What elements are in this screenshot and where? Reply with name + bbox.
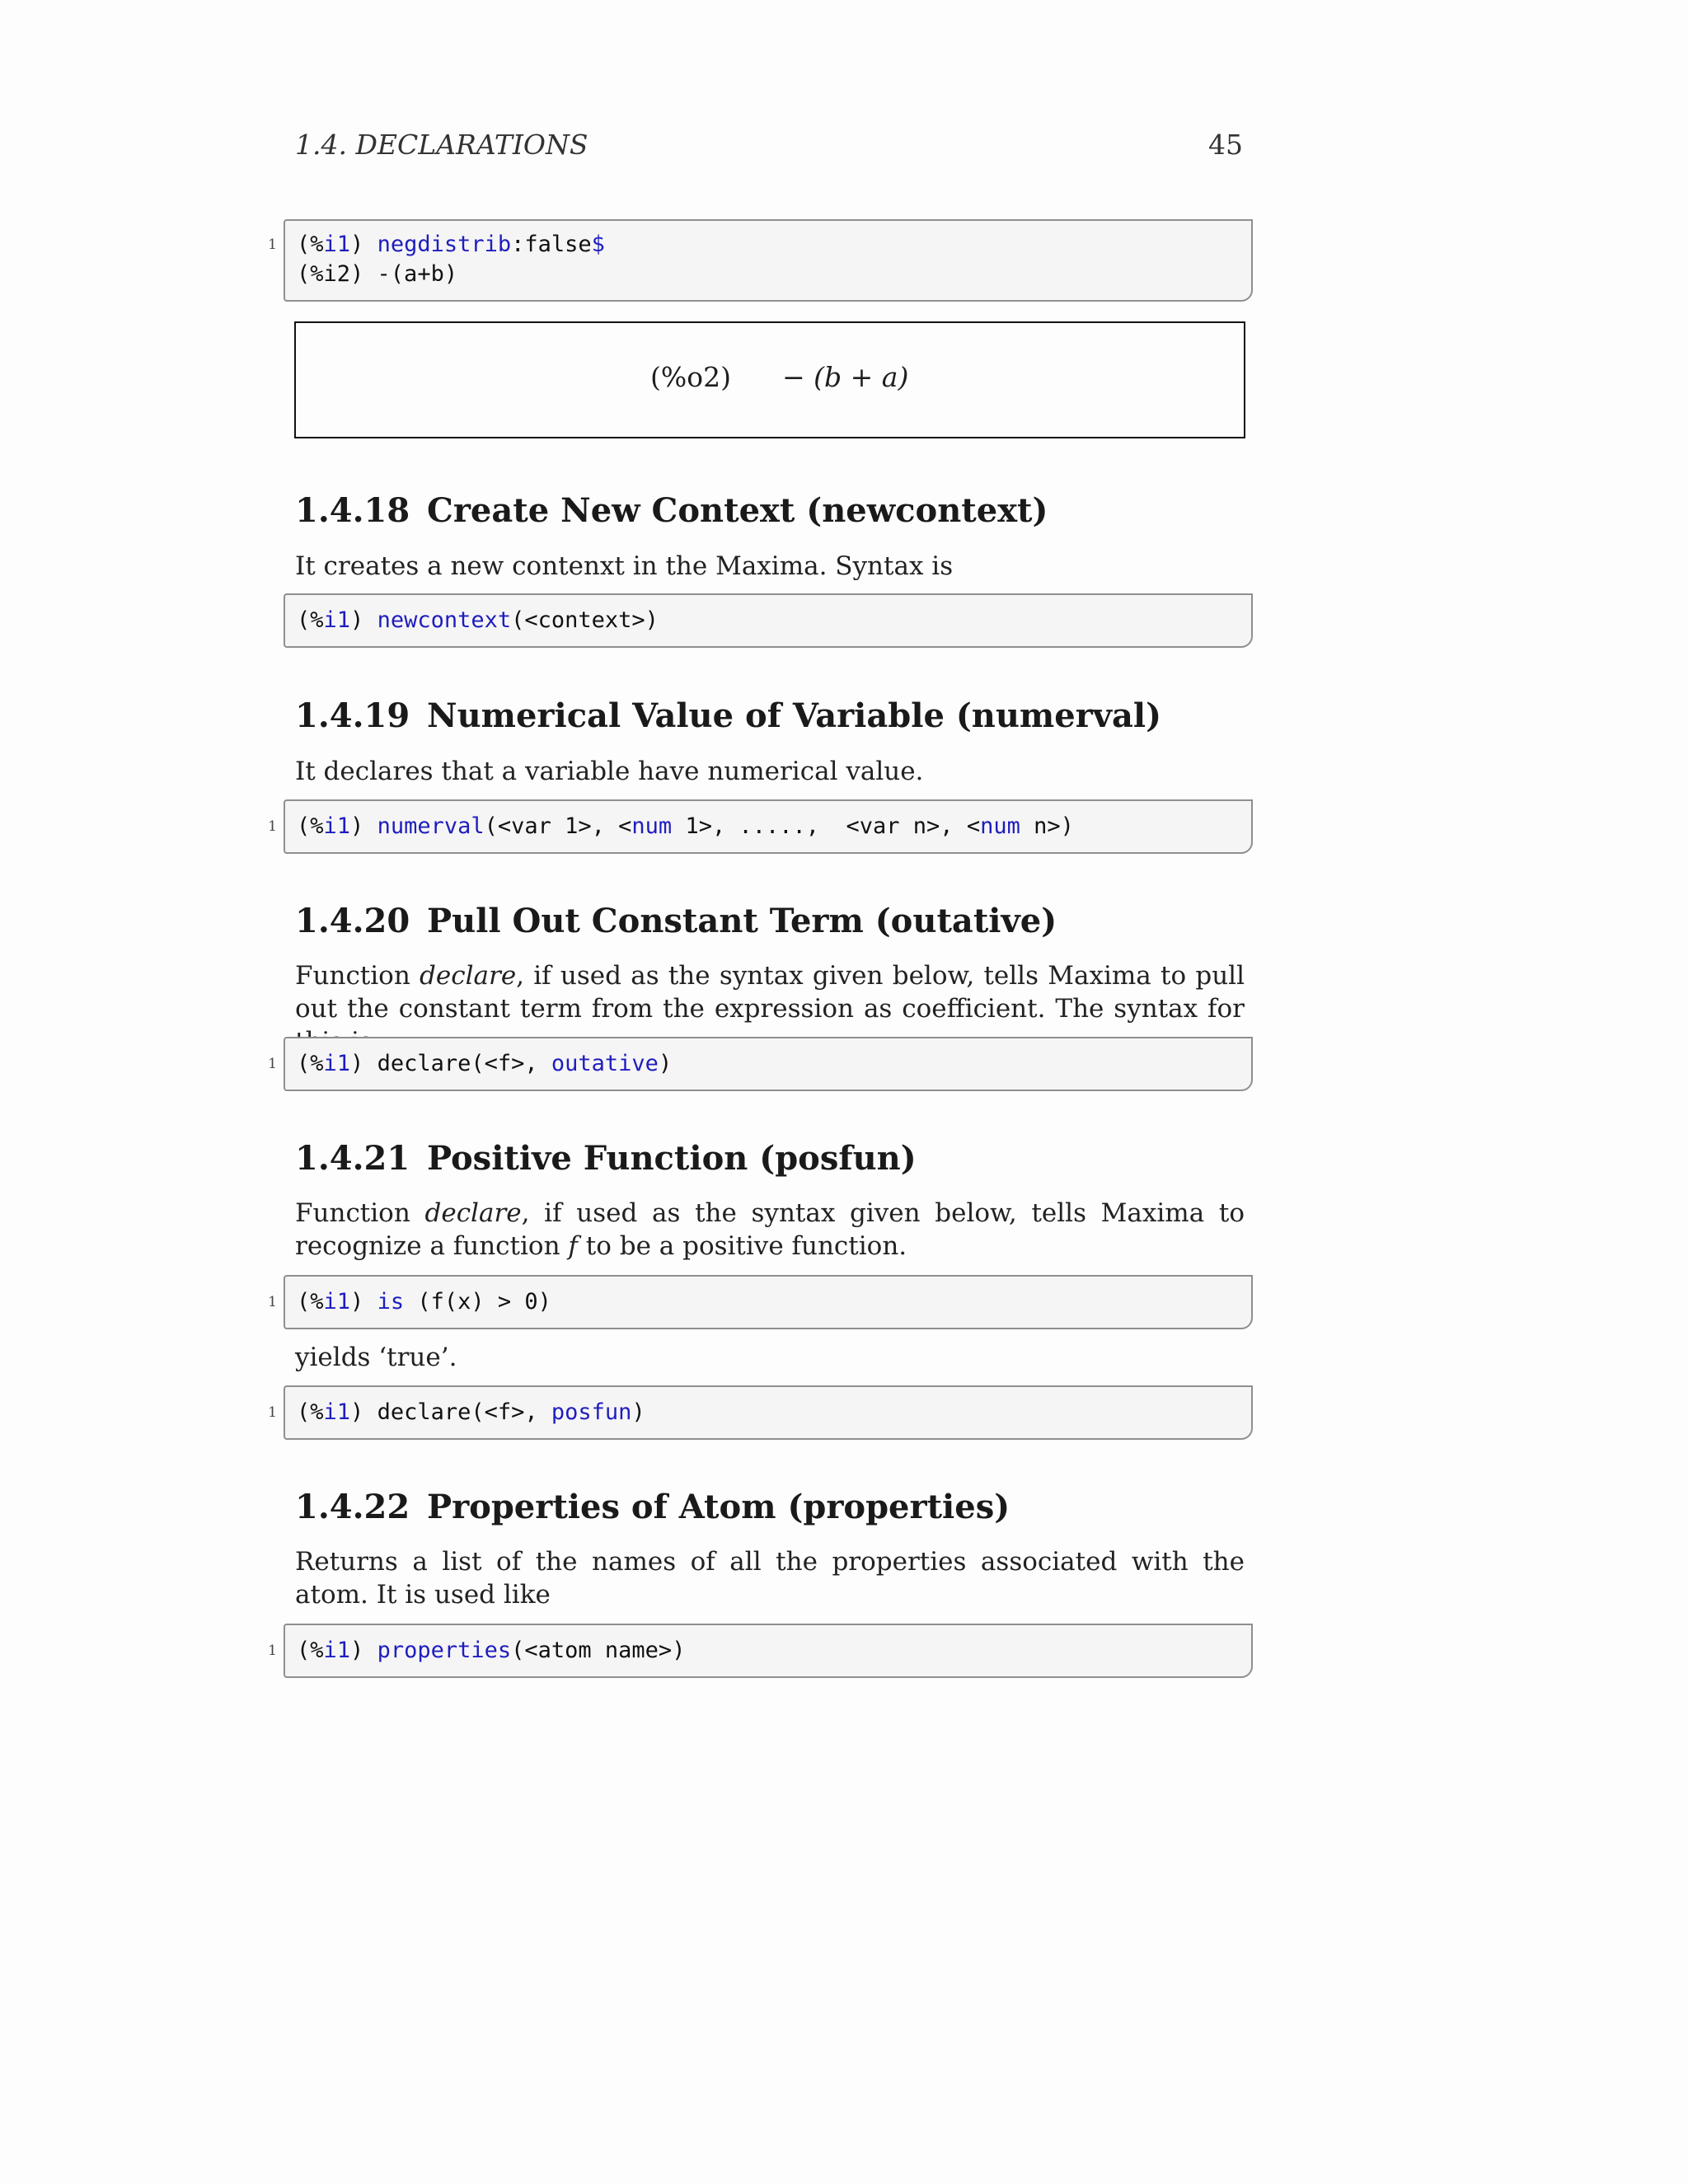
keyword: num — [980, 813, 1020, 839]
emphasis: declare — [424, 1198, 522, 1228]
prompt-close: ) — [350, 1638, 364, 1663]
prompt-close: ) — [350, 607, 364, 633]
code-block-newcontext — [284, 593, 1253, 648]
prompt: (% — [297, 1051, 324, 1076]
prompt-index: i1 — [323, 232, 351, 257]
section-number: 1.4.21 — [295, 1139, 410, 1178]
emphasis: declare — [420, 961, 517, 991]
keyword: posfun — [551, 1399, 632, 1425]
section-heading-1-4-21 — [295, 1139, 917, 1178]
code-block-outative — [268, 1037, 1253, 1091]
prompt-index: i1 — [323, 1051, 351, 1076]
prompt: (% — [297, 232, 324, 257]
emphasis: f — [568, 1231, 578, 1261]
terminator: $ — [591, 232, 605, 257]
code-text: (<atom name>) — [511, 1638, 686, 1663]
prompt: (% — [297, 813, 324, 839]
prompt-index: i1 — [323, 607, 351, 633]
function-name: newcontext — [377, 607, 512, 633]
code-text: (f(x) > 0) — [404, 1289, 551, 1315]
header-section-title: 1.4. DECLARATIONS — [295, 129, 588, 161]
paragraph: It creates a new contenxt in the Maxima. Syntax is — [295, 551, 954, 581]
line-number: 1 — [268, 1056, 277, 1072]
output-expression: − (b + a) — [782, 361, 909, 393]
prompt-close: ) — [350, 813, 364, 839]
code-block-posfun — [268, 1385, 1253, 1440]
text: , if used as the syntax given below, tells Maxima to pull out the constant term from the expression as coefficient. The syntax for — [295, 961, 1245, 1024]
section-title: Positive Function (posfun) — [427, 1139, 917, 1178]
line-number: 1 — [268, 818, 277, 835]
text: to be a positive function. — [577, 1231, 907, 1261]
keyword: num — [631, 813, 673, 839]
code-line — [268, 1287, 1251, 1317]
text: , if used as the syntax given below, tells Maxima to recognize a function — [295, 1198, 1245, 1261]
section-heading-1-4-22 — [295, 1488, 1010, 1526]
section-number: 1.4.22 — [295, 1488, 410, 1526]
paragraph: It declares that a variable have numerical value. — [295, 757, 924, 786]
function-name: negdistrib — [377, 232, 512, 257]
page-number: 45 — [1208, 129, 1243, 161]
keyword: is — [377, 1289, 405, 1315]
code-text: 1>, ....., <var n>, < — [672, 813, 981, 839]
section-number: 1.4.18 — [295, 491, 410, 530]
code-text: ) — [631, 1399, 645, 1425]
paragraph-yields: yields ‘true’. — [295, 1343, 457, 1372]
code-block-numerval — [268, 799, 1253, 854]
code-line — [268, 1636, 1251, 1666]
section-title: Properties of Atom (properties) — [427, 1488, 1010, 1526]
text: Function — [295, 1198, 425, 1228]
prompt-index: i1 — [323, 813, 351, 839]
line-number: 1 — [268, 1643, 277, 1659]
prompt-close: ) — [350, 1399, 364, 1425]
output-box — [294, 321, 1245, 438]
code-block-is — [268, 1275, 1253, 1329]
running-header — [295, 129, 1243, 165]
paragraph: Returns a list of the names of all the properties associated with the atom. It is used like — [295, 1547, 1245, 1610]
code-block-negdistrib — [268, 219, 1253, 302]
function-name: numerval — [377, 813, 485, 839]
section-heading-1-4-20 — [295, 902, 1057, 940]
code-text: ) — [658, 1051, 673, 1076]
code-text: (<context>) — [511, 607, 659, 633]
code-text: -(a+b) — [377, 261, 458, 287]
code-line — [268, 812, 1251, 841]
code-line — [285, 606, 1251, 635]
prompt: (%i2) — [297, 261, 364, 287]
section-number: 1.4.20 — [295, 902, 410, 940]
prompt-close: ) — [350, 1289, 364, 1315]
prompt-index: i1 — [323, 1638, 351, 1663]
code-text: :false — [511, 232, 592, 257]
prompt: (% — [297, 1638, 324, 1663]
section-heading-1-4-18 — [295, 491, 1048, 530]
prompt: (% — [297, 1289, 324, 1315]
prompt-index: i1 — [323, 1399, 351, 1425]
section-heading-1-4-19 — [295, 696, 1161, 735]
section-title: Numerical Value of Variable (numerval) — [427, 696, 1162, 735]
prompt: (% — [297, 607, 324, 633]
code-text: declare(<f>, — [377, 1399, 551, 1425]
code-text: declare(<f>, — [377, 1051, 551, 1076]
section-number: 1.4.19 — [295, 696, 410, 735]
prompt: (% — [297, 1399, 324, 1425]
code-text: n>) — [1020, 813, 1074, 839]
line-number: 1 — [268, 1294, 277, 1310]
code-line — [268, 230, 1251, 260]
code-line — [285, 260, 1251, 289]
code-line — [268, 1049, 1251, 1079]
code-text: (<var 1>, < — [484, 813, 632, 839]
keyword: outative — [551, 1051, 659, 1076]
output-label: (%o2) — [650, 361, 731, 393]
function-name: properties — [377, 1638, 512, 1663]
prompt-index: i1 — [323, 1289, 351, 1315]
prompt-close: ) — [350, 232, 364, 257]
code-block-properties — [268, 1624, 1253, 1678]
line-number: 1 — [268, 237, 277, 253]
section-title: Pull Out Constant Term (outative) — [427, 902, 1057, 940]
prompt-close: ) — [350, 1051, 364, 1076]
code-line — [268, 1398, 1251, 1427]
section-title: Create New Context (newcontext) — [427, 491, 1048, 530]
line-number: 1 — [268, 1404, 277, 1421]
paragraph — [295, 1197, 1245, 1263]
text: Function — [295, 961, 420, 991]
